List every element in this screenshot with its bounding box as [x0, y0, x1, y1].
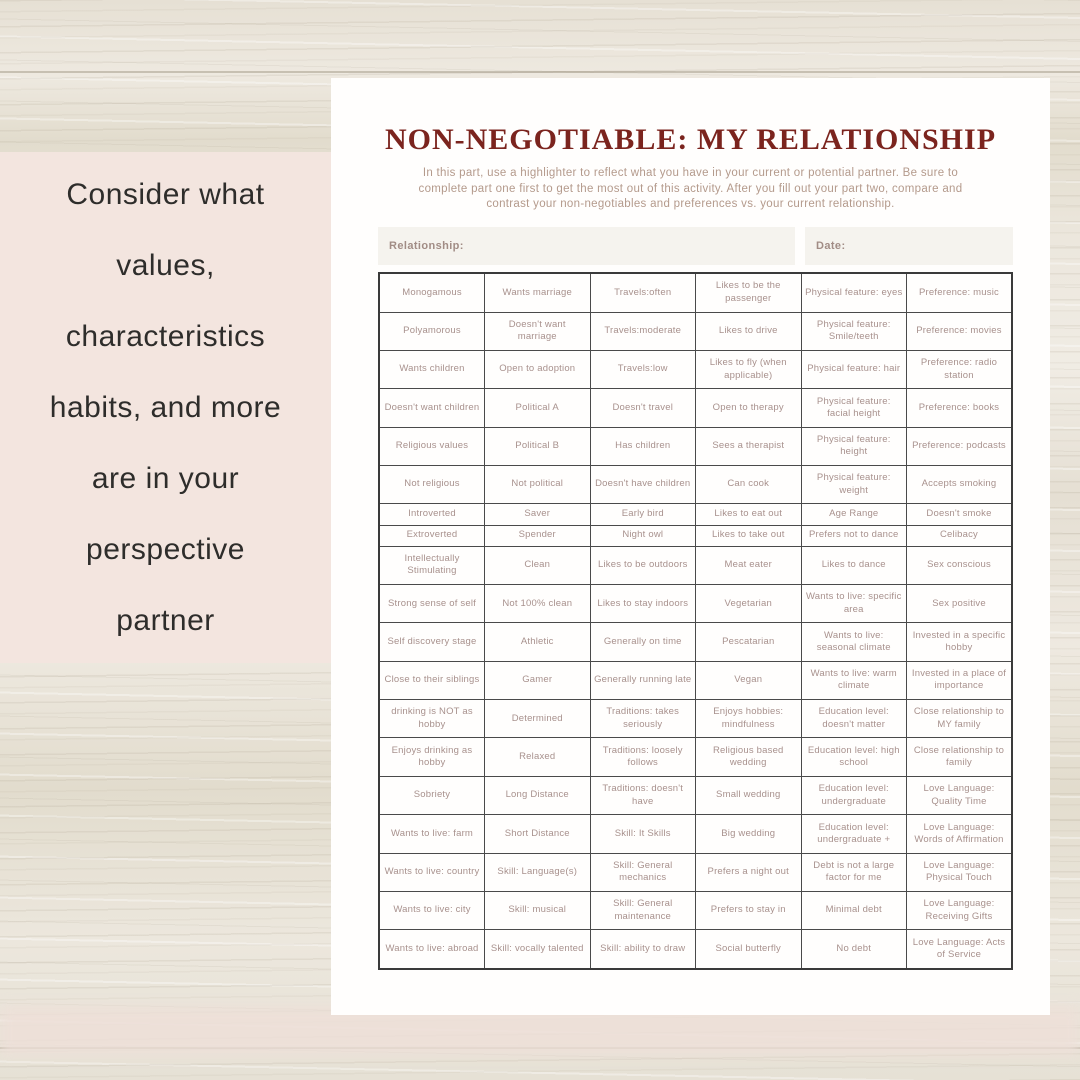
table-cell: Skill: It Skills [590, 815, 696, 853]
table-row [379, 389, 1012, 427]
table-row [379, 661, 1012, 699]
table-cell: Doesn't smoke [907, 504, 1013, 525]
table-cell: Physical feature: hair [801, 350, 907, 388]
caption-line: are in your [91, 462, 240, 495]
table-cell: Relaxed [485, 738, 591, 776]
table-cell: Athletic [485, 623, 591, 661]
table-cell: Accepts smoking [907, 465, 1013, 503]
table-cell: Travels:often [590, 273, 696, 312]
table-cell: Enjoys drinking as hobby [379, 738, 485, 776]
table-cell: Education level: undergraduate [801, 776, 907, 814]
page-title: NON-NEGOTIABLE: MY RELATIONSHIP [384, 123, 997, 156]
table-cell: Doesn't want children [379, 389, 485, 427]
table-cell: Likes to eat out [696, 504, 802, 525]
table-cell: Physical feature: height [801, 427, 907, 465]
table-cell: Wants to live: warm climate [801, 661, 907, 699]
table-row [379, 815, 1012, 853]
table-cell: Polyamorous [379, 312, 485, 350]
table-cell: Determined [485, 700, 591, 738]
table-cell: Invested in a specific hobby [907, 623, 1013, 661]
table-cell: Wants to live: seasonal climate [801, 623, 907, 661]
table-cell: Generally running late [590, 661, 696, 699]
table-cell: Vegan [696, 661, 802, 699]
table-cell: Love Language: Quality Time [907, 776, 1013, 814]
table-cell: Love Language: Acts of Service [907, 930, 1013, 969]
caption-line: habits, and more [49, 391, 282, 424]
table-cell: Wants to live: farm [379, 815, 485, 853]
table-cell: No debt [801, 930, 907, 969]
table-cell: Sex positive [907, 585, 1013, 623]
table-cell: Wants to live: country [379, 853, 485, 891]
table-cell: Wants marriage [485, 273, 591, 312]
table-cell: Self discovery stage [379, 623, 485, 661]
table-cell: drinking is NOT as hobby [379, 700, 485, 738]
table-cell: Preference: music [907, 273, 1013, 312]
table-cell: Spender [485, 525, 591, 546]
table-cell: Strong sense of self [379, 585, 485, 623]
table-cell: Close relationship to MY family [907, 700, 1013, 738]
table-cell: Sees a therapist [696, 427, 802, 465]
table-cell: Love Language: Receiving Gifts [907, 891, 1013, 929]
table-cell: Has children [590, 427, 696, 465]
intro-text [371, 166, 1011, 213]
table-row [379, 700, 1012, 738]
table-cell: Close relationship to family [907, 738, 1013, 776]
relationship-field-label: Relationship: [389, 240, 464, 252]
table-cell: Skill: Language(s) [485, 853, 591, 891]
table-cell: Wants to live: abroad [379, 930, 485, 969]
table-cell: Saver [485, 504, 591, 525]
table-cell: Skill: musical [485, 891, 591, 929]
table-cell: Physical feature: facial height [801, 389, 907, 427]
table-cell: Wants to live: city [379, 891, 485, 929]
non-negotiables-table-wrap [378, 272, 1013, 970]
table-cell: Traditions: doesn't have [590, 776, 696, 814]
table-cell: Clean [485, 546, 591, 584]
table-cell: Pescatarian [696, 623, 802, 661]
table-cell: Skill: ability to draw [590, 930, 696, 969]
table-cell: Likes to fly (when applicable) [696, 350, 802, 388]
table-row [379, 891, 1012, 929]
table-cell: Likes to be the passenger [696, 273, 802, 312]
table-cell: Celibacy [907, 525, 1013, 546]
table-cell: Skill: General maintenance [590, 891, 696, 929]
non-negotiables-table-body [379, 273, 1012, 969]
table-cell: Likes to be outdoors [590, 546, 696, 584]
table-cell: Intellectually Stimulating [379, 546, 485, 584]
table-cell: Open to adoption [485, 350, 591, 388]
table-cell: Invested in a place of importance [907, 661, 1013, 699]
wood-plank-seam [0, 71, 1080, 73]
worksheet-page [331, 78, 1050, 1015]
table-cell: Political A [485, 389, 591, 427]
table-cell: Education level: doesn't matter [801, 700, 907, 738]
date-field [805, 227, 1013, 265]
table-cell: Doesn't have children [590, 465, 696, 503]
table-cell: Preference: books [907, 389, 1013, 427]
table-cell: Prefers a night out [696, 853, 802, 891]
table-row [379, 312, 1012, 350]
table-row [379, 738, 1012, 776]
table-cell: Sobriety [379, 776, 485, 814]
table-cell: Prefers to stay in [696, 891, 802, 929]
table-row [379, 350, 1012, 388]
table-cell: Love Language: Words of Affirmation [907, 815, 1013, 853]
table-cell: Early bird [590, 504, 696, 525]
table-cell: Meat eater [696, 546, 802, 584]
table-cell: Debt is not a large factor for me [801, 853, 907, 891]
table-cell: Skill: General mechanics [590, 853, 696, 891]
caption-panel [0, 152, 331, 663]
table-cell: Not political [485, 465, 591, 503]
intro-line: In this part, use a highlighter to reflect what you have in your current or potential partner. Be sure to [422, 167, 959, 179]
table-cell: Minimal debt [801, 891, 907, 929]
table-cell: Religious based wedding [696, 738, 802, 776]
table-cell: Small wedding [696, 776, 802, 814]
table-cell: Travels:low [590, 350, 696, 388]
table-cell: Political B [485, 427, 591, 465]
table-row [379, 585, 1012, 623]
table-cell: Monogamous [379, 273, 485, 312]
caption-line: partner [116, 604, 215, 637]
table-cell: Sex conscious [907, 546, 1013, 584]
table-cell: Open to therapy [696, 389, 802, 427]
table-cell: Enjoys hobbies: mindfulness [696, 700, 802, 738]
table-row [379, 504, 1012, 525]
table-cell: Religious values [379, 427, 485, 465]
table-cell: Long Distance [485, 776, 591, 814]
table-cell: Physical feature: Smile/teeth [801, 312, 907, 350]
table-row [379, 525, 1012, 546]
table-cell: Physical feature: eyes [801, 273, 907, 312]
table-row [379, 853, 1012, 891]
table-cell: Travels:moderate [590, 312, 696, 350]
table-cell: Not religious [379, 465, 485, 503]
caption-line: characteristics [65, 320, 266, 353]
table-cell: Introverted [379, 504, 485, 525]
table-cell: Not 100% clean [485, 585, 591, 623]
table-cell: Age Range [801, 504, 907, 525]
table-cell: Extroverted [379, 525, 485, 546]
table-cell: Preference: radio station [907, 350, 1013, 388]
non-negotiables-table [378, 272, 1013, 970]
table-row [379, 623, 1012, 661]
intro-line: contrast your non-negotiables and preferences vs. your current relationship. [486, 198, 895, 210]
table-cell: Skill: vocally talented [485, 930, 591, 969]
caption-line: values, [116, 249, 215, 282]
table-cell: Education level: high school [801, 738, 907, 776]
intro-line: complete part one first to get the most out of this activity. After you fill out your part two, compare and [418, 182, 963, 195]
caption-line: Consider what [66, 178, 265, 211]
caption-line: perspective [86, 533, 245, 566]
table-row [379, 273, 1012, 312]
relationship-field [378, 227, 795, 265]
table-cell: Likes to take out [696, 525, 802, 546]
table-cell: Traditions: takes seriously [590, 700, 696, 738]
table-cell: Vegetarian [696, 585, 802, 623]
table-row [379, 427, 1012, 465]
table-cell: Love Language: Physical Touch [907, 853, 1013, 891]
table-cell: Doesn't want marriage [485, 312, 591, 350]
table-cell: Night owl [590, 525, 696, 546]
table-cell: Traditions: loosely follows [590, 738, 696, 776]
table-cell: Preference: podcasts [907, 427, 1013, 465]
table-cell: Social butterfly [696, 930, 802, 969]
table-cell: Preference: movies [907, 312, 1013, 350]
table-cell: Wants to live: specific area [801, 585, 907, 623]
table-cell: Likes to stay indoors [590, 585, 696, 623]
table-cell: Wants children [379, 350, 485, 388]
table-row [379, 776, 1012, 814]
table-cell: Doesn't travel [590, 389, 696, 427]
table-cell: Generally on time [590, 623, 696, 661]
table-cell: Close to their siblings [379, 661, 485, 699]
table-cell: Likes to drive [696, 312, 802, 350]
table-row [379, 546, 1012, 584]
date-field-label: Date: [816, 240, 846, 252]
table-cell: Big wedding [696, 815, 802, 853]
table-cell: Prefers not to dance [801, 525, 907, 546]
table-row [379, 465, 1012, 503]
table-cell: Likes to dance [801, 546, 907, 584]
table-cell: Can cook [696, 465, 802, 503]
table-cell: Education level: undergraduate + [801, 815, 907, 853]
table-cell: Gamer [485, 661, 591, 699]
table-cell: Short Distance [485, 815, 591, 853]
table-cell: Physical feature: weight [801, 465, 907, 503]
table-row [379, 930, 1012, 969]
